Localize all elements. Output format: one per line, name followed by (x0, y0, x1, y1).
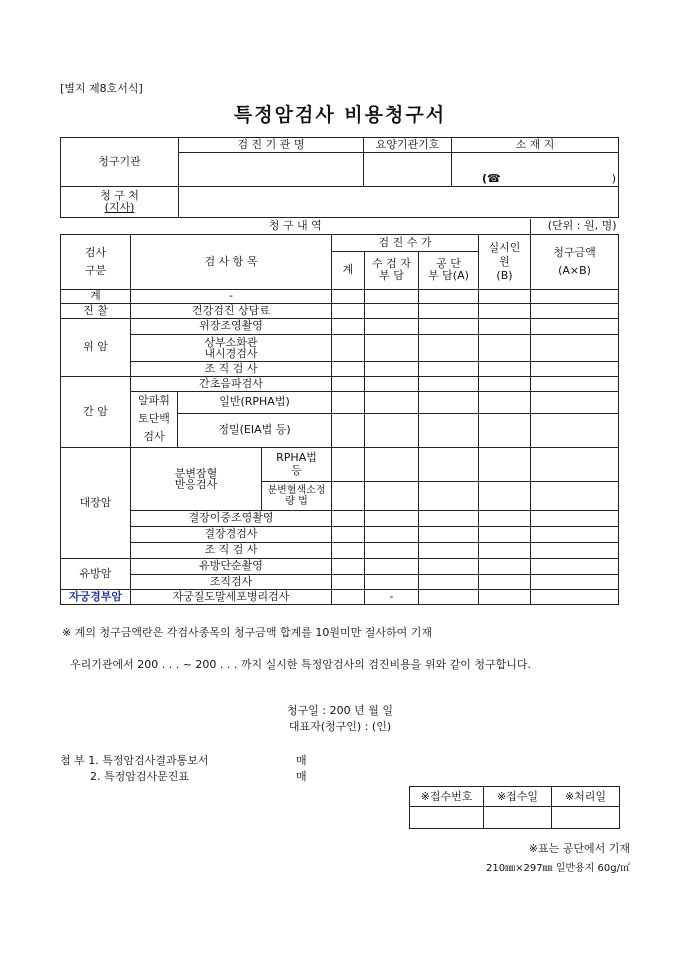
claimant-table (60, 137, 619, 218)
cell[interactable] (531, 361, 619, 376)
row-stomach-label: 위 암 (61, 318, 131, 376)
cell[interactable] (332, 303, 365, 318)
cell[interactable] (332, 447, 365, 481)
cell[interactable] (332, 558, 365, 574)
header-category: 검사 구분 (61, 234, 131, 289)
cell[interactable] (365, 510, 419, 526)
cell[interactable] (332, 413, 365, 447)
cell[interactable] (531, 376, 619, 391)
detail-table (60, 219, 619, 605)
unit-note: (단위 : 원, 명) (531, 219, 619, 234)
row-colon-label: 대장암 (61, 447, 131, 558)
row-cervix-1: 자궁질도말세포병리검사 (131, 589, 332, 604)
cell[interactable] (365, 376, 419, 391)
claim-to-title: 청 구 처 (100, 189, 139, 202)
cell[interactable] (419, 510, 479, 526)
claim-statement: 우리기관에서 200 . . . ~ 200 . . . 까지 실시한 특정암검사의 검진비용을 위와 같이 청구합니다. (70, 658, 532, 671)
cell[interactable] (419, 589, 479, 604)
cell[interactable] (365, 574, 419, 589)
cell[interactable] (332, 391, 365, 413)
cell[interactable] (531, 558, 619, 574)
row-liver-label: 간 암 (61, 376, 131, 447)
office-use-note: ※표는 공단에서 기재 (528, 842, 630, 855)
row-liver-afp: 알파휘 토단백 검사 (131, 391, 178, 447)
header-items: 검 사 항 목 (131, 234, 332, 289)
cell[interactable] (531, 447, 619, 481)
col-institution-code: 요양기관기호 (364, 138, 452, 153)
cell[interactable] (332, 481, 365, 510)
cell[interactable] (479, 318, 531, 334)
cell[interactable] (531, 318, 619, 334)
institution-name-field[interactable] (179, 153, 364, 187)
cell[interactable] (479, 334, 531, 361)
phone-icon: (☎ (482, 172, 501, 185)
attachment-1: 첨 부 1. 특정암검사결과통보서 (60, 754, 209, 767)
row-consult-label: 진 찰 (61, 303, 131, 318)
cell[interactable] (365, 413, 419, 447)
attachment-2: 2. 특정암검사문진표 (90, 770, 189, 783)
header-amount: 청구금액 (A×B) (531, 234, 619, 289)
cell[interactable] (479, 376, 531, 391)
cell[interactable] (332, 289, 365, 303)
row-stomach-1: 위장조영촬영 (131, 318, 332, 334)
cell[interactable] (531, 334, 619, 361)
row-consult-item: 건강검진 상담료 (131, 303, 332, 318)
cell[interactable] (419, 526, 479, 542)
cell[interactable] (419, 289, 479, 303)
row-colon-3: 결장경검사 (131, 526, 332, 542)
col-address: 소 재 지 (452, 138, 619, 153)
cell[interactable] (531, 413, 619, 447)
cell[interactable] (479, 303, 531, 318)
cell[interactable] (531, 574, 619, 589)
cell[interactable] (365, 481, 419, 510)
claim-to-label (61, 187, 179, 218)
cell[interactable] (332, 574, 365, 589)
cell[interactable] (419, 391, 479, 413)
row-breast-label: 유방암 (61, 558, 131, 589)
cell[interactable] (365, 289, 419, 303)
representative: 대표자(청구인) : (인) (288, 720, 392, 733)
cell[interactable] (332, 526, 365, 542)
col-institution-name: 검 진 기 관 명 (179, 138, 364, 153)
cell[interactable] (419, 376, 479, 391)
cell[interactable] (479, 289, 531, 303)
cell[interactable] (419, 558, 479, 574)
tel-close: ) (611, 172, 616, 185)
address-field[interactable] (452, 153, 619, 187)
cell[interactable] (365, 447, 419, 481)
attachment-1-count: 매 (296, 754, 307, 767)
cell[interactable] (365, 334, 419, 361)
cell[interactable] (531, 391, 619, 413)
row-cervix-dash: - (365, 589, 419, 604)
cell[interactable] (332, 361, 365, 376)
institution-code-field[interactable] (364, 153, 452, 187)
receipt-table (409, 786, 620, 829)
form-id: [별지 제8호서식] (60, 82, 143, 95)
row-colon-4: 조 직 검 사 (131, 542, 332, 558)
cell[interactable] (479, 589, 531, 604)
cell[interactable] (479, 447, 531, 481)
rounding-note: ※ 계의 청구금액란은 각검사종목의 청구금액 합계를 10원미만 절사하여 기재 (62, 626, 432, 639)
cell[interactable] (332, 376, 365, 391)
claim-to-field[interactable] (179, 187, 619, 218)
header-counts: 검 진 수 가 (332, 234, 479, 251)
cell[interactable] (531, 526, 619, 542)
cell[interactable] (332, 542, 365, 558)
cell[interactable] (479, 510, 531, 526)
cell[interactable] (531, 303, 619, 318)
cell[interactable] (365, 361, 419, 376)
row-sum-dash: - (131, 289, 332, 303)
cell[interactable] (479, 542, 531, 558)
row-colon-fobt-1: RPHA법 등 (262, 447, 332, 481)
cell[interactable] (419, 574, 479, 589)
cell[interactable] (365, 542, 419, 558)
cell[interactable] (479, 361, 531, 376)
cell[interactable] (419, 481, 479, 510)
cell[interactable] (531, 589, 619, 604)
cell[interactable] (479, 558, 531, 574)
cell[interactable] (419, 413, 479, 447)
cell[interactable] (419, 334, 479, 361)
row-colon-fobt: 분변잠혈 반응검사 (131, 447, 262, 510)
header-public-pay: 공 단 부 담(A) (419, 251, 479, 289)
cell[interactable] (419, 318, 479, 334)
cell[interactable] (419, 542, 479, 558)
header-persons: 실시인 원 (B) (479, 234, 531, 289)
cell[interactable] (365, 303, 419, 318)
process-date-label: ※처리일 (552, 787, 620, 807)
cell[interactable] (365, 391, 419, 413)
receipt-date-field[interactable] (484, 807, 552, 829)
cell[interactable] (332, 334, 365, 361)
row-liver-1: 간초음파검사 (131, 376, 332, 391)
row-liver-afp-1: 일반(RPHA법) (178, 391, 332, 413)
row-sum-label: 계 (61, 289, 131, 303)
process-date-field[interactable] (552, 807, 620, 829)
cell[interactable] (419, 447, 479, 481)
cell[interactable] (479, 413, 531, 447)
claimant-label: 청구기관 (61, 138, 179, 187)
header-self-pay: 수 검 자 부 담 (365, 251, 419, 289)
cell[interactable] (531, 510, 619, 526)
cell[interactable] (365, 318, 419, 334)
cell[interactable] (479, 391, 531, 413)
row-colon-2: 결장이중조영촬영 (131, 510, 332, 526)
signature-block (0, 703, 680, 735)
attachment-2-count: 매 (296, 770, 307, 783)
row-breast-1: 유방단순촬영 (131, 558, 332, 574)
attachments (60, 753, 307, 785)
row-breast-2: 조직검사 (131, 574, 332, 589)
cell[interactable] (332, 589, 365, 604)
cell[interactable] (479, 481, 531, 510)
row-stomach-2: 상부소화관 내시경검사 (131, 334, 332, 361)
row-stomach-3: 조 직 검 사 (131, 361, 332, 376)
cell[interactable] (531, 289, 619, 303)
page-title: 특정암검사 비용청구서 (233, 104, 447, 126)
claim-to-sub: (지사) (104, 201, 135, 214)
row-cervix-label: 자궁경부암 (61, 589, 131, 604)
receipt-number-field[interactable] (410, 807, 484, 829)
cell[interactable] (531, 481, 619, 510)
cell[interactable] (479, 574, 531, 589)
row-liver-afp-2: 정밀(EIA법 등) (178, 413, 332, 447)
claim-date: 청구일 : 200 년 월 일 (287, 704, 393, 717)
header-total: 계 (332, 251, 365, 289)
detail-title: 청 구 내 역 (61, 219, 531, 234)
cell[interactable] (332, 318, 365, 334)
receipt-number-label: ※접수번호 (410, 787, 484, 807)
cell[interactable] (365, 526, 419, 542)
receipt-date-label: ※접수일 (484, 787, 552, 807)
cell[interactable] (419, 361, 479, 376)
cell[interactable] (479, 526, 531, 542)
cell[interactable] (419, 303, 479, 318)
cell[interactable] (531, 542, 619, 558)
paper-spec: 210㎜×297㎜ 일반용지 60g/㎡ (486, 863, 630, 874)
row-colon-fobt-2: 분변혈색소정 량 법 (262, 481, 332, 510)
cell[interactable] (365, 558, 419, 574)
cell[interactable] (332, 510, 365, 526)
